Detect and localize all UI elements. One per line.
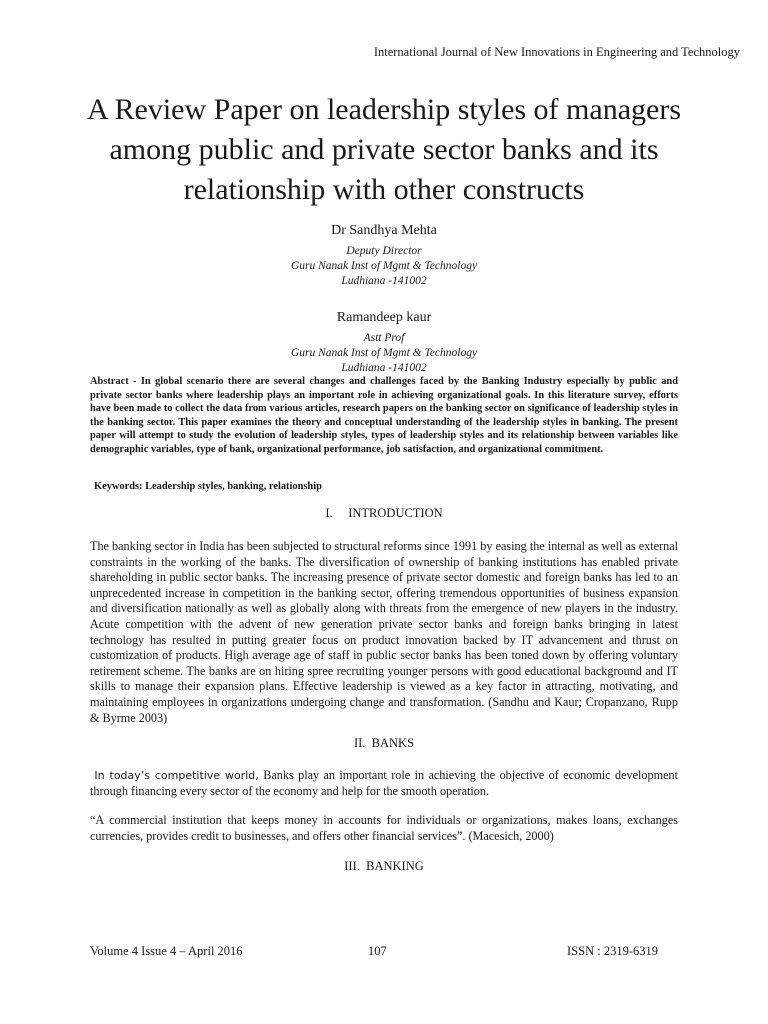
author-name: Dr Sandhya Mehta xyxy=(331,223,437,238)
journal-name: International Journal of New Innovations in Engineering and Technology xyxy=(373,45,740,59)
section-heading-banks: II. BANKS xyxy=(353,736,415,750)
banks-lead-phrase: In today’s competitive world, xyxy=(94,769,259,782)
footer-volume: Volume 4 Issue 4 – April 2016 xyxy=(90,944,243,958)
author-city: Ludhiana -141002 xyxy=(341,275,427,287)
author-role: Deputy Director xyxy=(346,245,422,257)
author-block-2 xyxy=(0,309,768,376)
section-heading-introduction: I. INTRODUCTION xyxy=(325,506,443,520)
introduction-paragraph: The banking sector in India has been subjected to structural reforms since 1991 by easing the internal as well as external constraints in the working of the banks. The diversification of ownership of banking institutions has enabled private shareholding in public sector banks. The increasing presence of private sector domestic and foreign banks has led to an unprecedented increase in competition in the banking sector, offering tremendous opportunities of business expansion and diversification nationally as well as globally along with threats from the emergence of new players in the industry. Acute competition with the advent of new generation private sector banks and foreign banks bringing in latest technology has resulted in putting greater focus on product innovation backed by IT advancement and thrust on customization of products. High average age of staff in public sector banks has been toned down by offering voluntary retirement scheme. The banks are on hiring spree recruiting younger persons with good educational background and IT skills to manage their expansion plans. Effective leadership is viewed as a key factor in attracting, motivating, and maintaining employees in organizations undergoing change and transformation. (Sandhu and Kaur; Cropanzano, Rupp & Byrme 2003) xyxy=(90,539,678,725)
footer-page-number: 107 xyxy=(368,944,387,958)
banks-paragraph-text: Banks play an important role in achieving the objective of economic development through financing every sector of the economy and help for the smooth operation. xyxy=(90,768,678,798)
section-heading-banking: III. BANKING xyxy=(344,859,424,873)
footer-issn: ISSN : 2319-6319 xyxy=(567,944,658,958)
author-institution: Guru Nanak Inst of Mgmt & Technology xyxy=(290,260,478,272)
banks-quote: “A commercial institution that keeps money in accounts for individuals or organizations, makes loans, exchanges currencies, provides credit to businesses, and offers other financial services”. (Macesich, 2000) xyxy=(90,813,678,843)
author-institution: Guru Nanak Inst of Mgmt & Technology xyxy=(290,347,478,359)
abstract: Abstract - In global scenario there are several changes and challenges faced by the Banking Industry especially by public and private sector banks where leadership plays an important role in achieving organizational goals. In this literature survey, efforts have been made to collect the data from various articles, research papers on the banking sector on significance of leadership styles in the banking sector. This paper examines the theory and conceptual understanding of the leadership styles in banking. The present paper will attempt to study the evolution of leadership styles, types of leadership styles and its relationship between variables like demographic variables, type of bank, organizational performance, job satisfaction, and organizational commitment. xyxy=(90,376,678,455)
journal-header xyxy=(0,45,740,60)
keywords: Keywords: Leadership styles, banking, relationship xyxy=(94,481,322,492)
author-name: Ramandeep kaur xyxy=(336,310,432,325)
author-city: Ludhiana -141002 xyxy=(341,362,427,374)
author-role: Astt Prof xyxy=(363,332,405,344)
paper-title: A Review Paper on leadership styles of managers among public and private sector banks and its relationship with other constructs xyxy=(86,93,681,206)
banks-paragraph xyxy=(90,768,678,799)
author-block-1 xyxy=(0,222,768,289)
